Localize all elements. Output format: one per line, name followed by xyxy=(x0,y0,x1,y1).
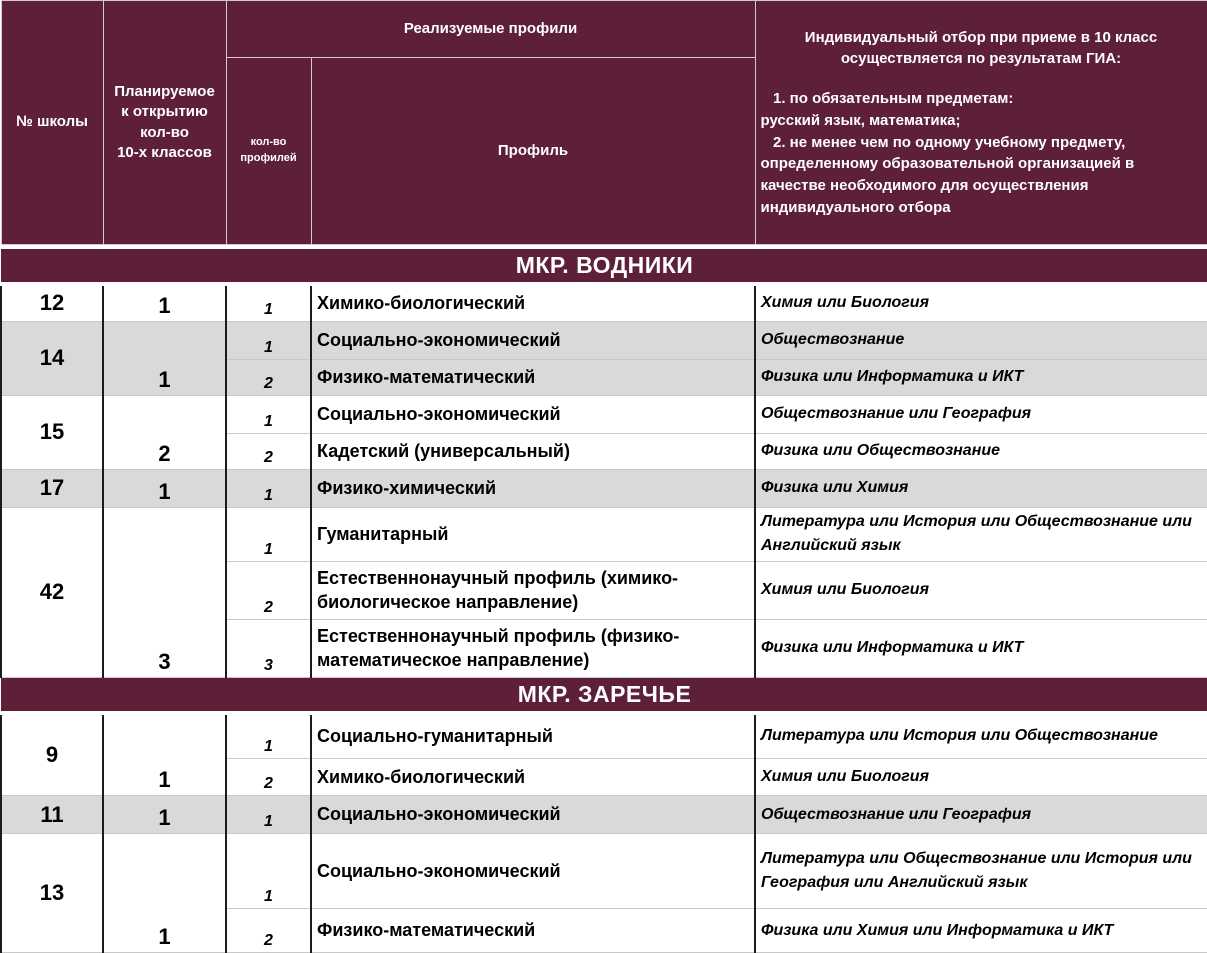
header-profile: Профиль xyxy=(311,58,755,245)
exam-subjects: Обществознание или География xyxy=(755,796,1207,834)
exam-subjects: Литература или История или Обществознание или Английский язык xyxy=(755,507,1207,561)
profile-name: Химико-биологический xyxy=(311,284,755,321)
exam-subjects: Обществознание xyxy=(755,321,1207,359)
header-selection-criteria: Индивидуальный отбор при приеме в 10 класс осуществляется по результатам ГИА: 1. по обязательным предметам: русский язык, математика; 2. не менее чем по одному учебному предмету, определенному образовательной организацией в качестве необходимого для осуществления индивидуального отбора xyxy=(755,1,1207,245)
profile-number: 1 xyxy=(226,469,311,507)
profile-number: 3 xyxy=(226,619,311,677)
school-number: 9 xyxy=(1,713,103,796)
exam-subjects: Физика или Химия xyxy=(755,469,1207,507)
planned-classes: 1 xyxy=(103,321,226,395)
profile-number: 1 xyxy=(226,507,311,561)
school-number: 13 xyxy=(1,834,103,953)
profile-number: 2 xyxy=(226,561,311,619)
profile-name: Физико-математический xyxy=(311,909,755,953)
district-zarechye: МКР. ЗАРЕЧЬЕ xyxy=(1,677,1207,713)
profile-number: 1 xyxy=(226,796,311,834)
exam-subjects: Физика или Обществознание xyxy=(755,433,1207,469)
profile-number: 2 xyxy=(226,759,311,796)
profile-number: 1 xyxy=(226,395,311,433)
school-number: 15 xyxy=(1,395,103,469)
profile-name: Кадетский (универсальный) xyxy=(311,433,755,469)
exam-subjects: Физика или Информатика и ИКТ xyxy=(755,359,1207,395)
header-school-no: № школы xyxy=(1,1,103,245)
exam-subjects: Химия или Биология xyxy=(755,759,1207,796)
exam-subjects: Химия или Биология xyxy=(755,561,1207,619)
profile-name: Естественнонаучный профиль (физико-математическое направление) xyxy=(311,619,755,677)
planned-classes: 1 xyxy=(103,284,226,321)
school-number: 12 xyxy=(1,284,103,321)
exam-subjects: Физика или Химия или Информатика и ИКТ xyxy=(755,909,1207,953)
profile-name: Гуманитарный xyxy=(311,507,755,561)
profile-number: 2 xyxy=(226,433,311,469)
profile-number: 2 xyxy=(226,909,311,953)
profile-name: Химико-биологический xyxy=(311,759,755,796)
planned-classes: 3 xyxy=(103,507,226,677)
profile-name: Физико-химический xyxy=(311,469,755,507)
profile-name: Социально-гуманитарный xyxy=(311,713,755,759)
exam-subjects: Литература или История или Обществознание xyxy=(755,713,1207,759)
planned-classes: 1 xyxy=(103,834,226,953)
school-number: 42 xyxy=(1,507,103,677)
exam-subjects: Обществознание или География xyxy=(755,395,1207,433)
header-planned-classes: Планируемое к открытию кол-во 10-х классов xyxy=(103,1,226,245)
district-vodniki: МКР. ВОДНИКИ xyxy=(1,249,1207,284)
profile-name: Естественнонаучный профиль (химико-биологическое направление) xyxy=(311,561,755,619)
header-profiles-count: кол-во профилей xyxy=(226,58,311,245)
school-number: 14 xyxy=(1,321,103,395)
school-number: 11 xyxy=(1,796,103,834)
header-implemented-profiles: Реализуемые профили xyxy=(226,1,755,58)
planned-classes: 1 xyxy=(103,796,226,834)
profile-name: Социально-экономический xyxy=(311,321,755,359)
exam-subjects: Физика или Информатика и ИКТ xyxy=(755,619,1207,677)
profile-name: Социально-экономический xyxy=(311,395,755,433)
profile-name: Физико-математический xyxy=(311,359,755,395)
profile-number: 1 xyxy=(226,321,311,359)
profile-number: 2 xyxy=(226,359,311,395)
profile-number: 1 xyxy=(226,834,311,909)
profile-number: 1 xyxy=(226,284,311,321)
planned-classes: 2 xyxy=(103,395,226,469)
planned-classes: 1 xyxy=(103,713,226,796)
exam-subjects: Литература или Обществознание или История или География или Английский язык xyxy=(755,834,1207,909)
school-number: 17 xyxy=(1,469,103,507)
profile-number: 1 xyxy=(226,713,311,759)
exam-subjects: Химия или Биология xyxy=(755,284,1207,321)
profile-name: Социально-экономический xyxy=(311,796,755,834)
planned-classes: 1 xyxy=(103,469,226,507)
profile-name: Социально-экономический xyxy=(311,834,755,909)
